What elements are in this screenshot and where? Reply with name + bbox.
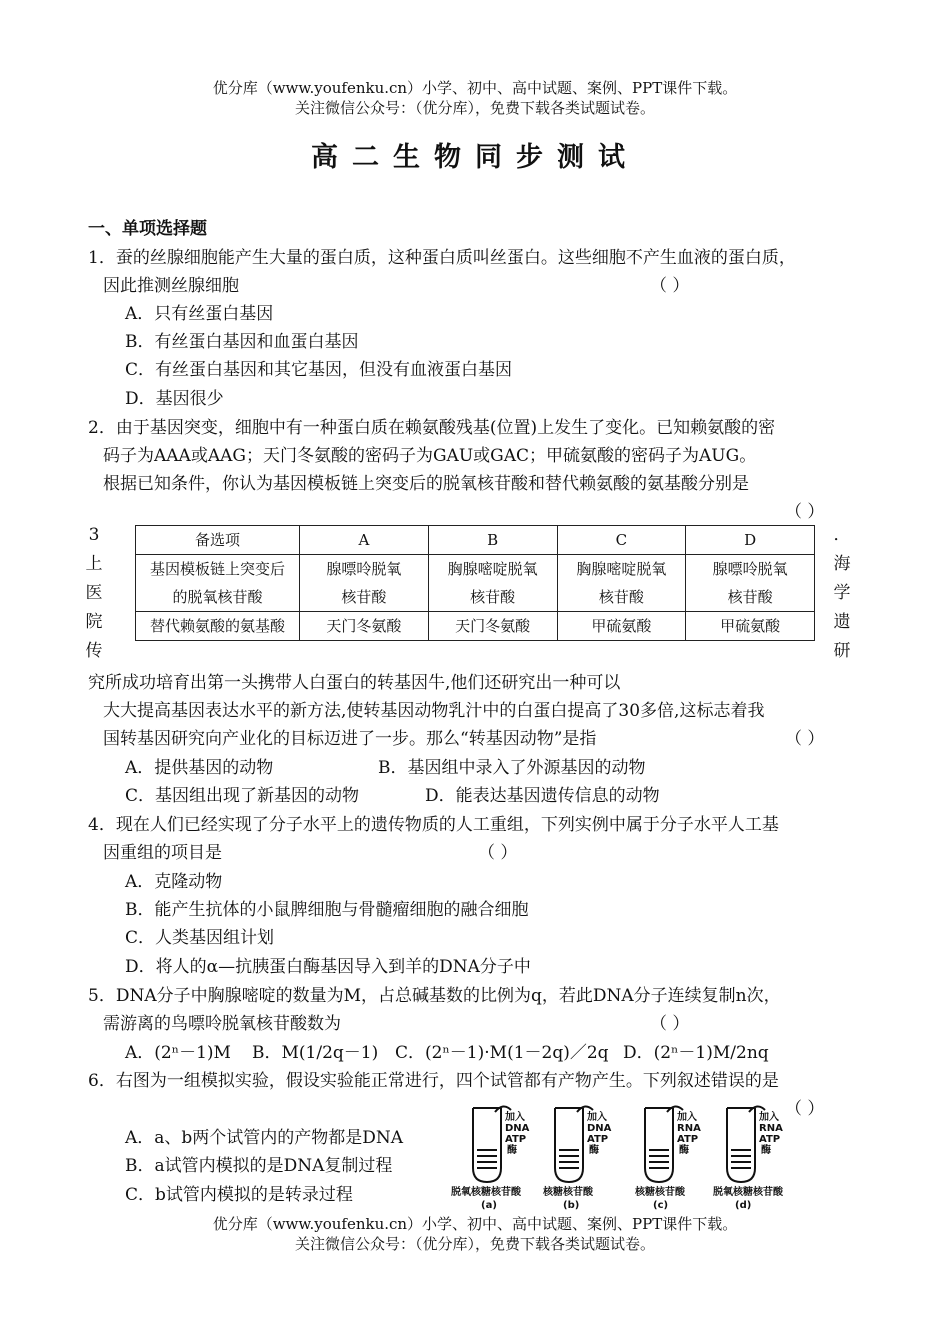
tube-c-add-label: 加入 xyxy=(677,1112,697,1123)
tube-b-base-label: 核糖核苷酸 xyxy=(543,1187,593,1198)
q5-option-d: D．(2ⁿ－1)M/2nq xyxy=(623,1043,769,1063)
tube-a-base-label: 脱氧核糖核苷酸 xyxy=(451,1187,521,1198)
test-tube-c xyxy=(645,1108,673,1182)
q5-option-a: A．(2ⁿ－1)M xyxy=(125,1043,231,1063)
q2-stem-line2: 码子为AAA或AAG；天门冬氨酸的密码子为GAU或GAC；甲硫氨酸的密码子为AUG。 xyxy=(103,446,757,466)
q6-option-c: C．b试管内模拟的是转录过程 xyxy=(125,1185,353,1205)
q6-option-b: B．a试管内模拟的是DNA复制过程 xyxy=(125,1156,393,1176)
svg-text:酶: 酶 xyxy=(589,1145,599,1156)
svg-text:酶: 酶 xyxy=(679,1145,689,1156)
table-cell: 替代赖氨酸的氨基酸 xyxy=(136,612,300,641)
tube-c-tag: (c) xyxy=(653,1200,669,1211)
table-header-cell: B xyxy=(428,526,557,555)
page-title: 高二生物同步测试 xyxy=(311,142,639,173)
q6-answer-paren: （ ） xyxy=(785,1099,825,1119)
table-header-cell: C xyxy=(557,526,686,555)
q3-stem-line3: 国转基因研究向产业化的目标迈进了一步。那么“转基因动物”是指 xyxy=(103,729,597,749)
tube-c-base-label: 核糖核苷酸 xyxy=(635,1187,685,1198)
table-cell: 胸腺嘧啶脱氧 核苷酸 xyxy=(557,555,686,612)
svg-text:DNA: DNA xyxy=(587,1123,612,1134)
q1-option-d: D．基因很少 xyxy=(125,389,224,409)
tube-a-add-label: 加入 xyxy=(505,1112,525,1123)
q1-answer-paren: （ ） xyxy=(650,276,690,296)
svg-text:DNA: DNA xyxy=(505,1123,530,1134)
q4-stem-line2: 因重组的项目是 xyxy=(103,843,222,863)
test-tube-a xyxy=(473,1108,501,1182)
q3-right-char: ． xyxy=(833,525,851,545)
tube-a-tag: (a) xyxy=(481,1200,497,1211)
q2-answer-paren: （ ） xyxy=(785,502,825,522)
q4-option-d: D．将人的α—抗胰蛋白酶基因导入到羊的DNA分子中 xyxy=(125,957,531,977)
table-cell: 胸腺嘧啶脱氧 核苷酸 xyxy=(428,555,557,612)
q4-option-c: C．人类基因组计划 xyxy=(125,928,275,948)
table-header-cell: A xyxy=(300,526,429,555)
q5-option-c: C．(2ⁿ－1)·M(1－2q)／2q xyxy=(395,1043,609,1063)
q3-option-a: A．提供基因的动物 xyxy=(125,758,274,778)
q3-left-char: 院 xyxy=(85,612,103,632)
q2-options-table xyxy=(135,525,815,641)
tube-b-add-label: 加入 xyxy=(587,1112,607,1123)
q3-left-char: 3 xyxy=(88,525,100,545)
q3-stem-line2: 大大提高基因表达水平的新方法,使转基因动物乳汁中的白蛋白提高了30多倍,这标志着我 xyxy=(103,701,765,721)
test-tube-d xyxy=(727,1108,755,1182)
tube-d-base-label: 脱氧核糖核苷酸 xyxy=(713,1187,783,1198)
svg-text:ATP: ATP xyxy=(677,1134,699,1145)
q4-answer-paren: （ ） xyxy=(478,843,518,863)
table-header-row xyxy=(136,526,815,555)
q2-stem-line3: 根据已知条件，你认为基因模板链上突变后的脱氧核苷酸和替代赖氨酸的氨基酸分别是 xyxy=(103,474,749,494)
table-row xyxy=(136,555,815,612)
q3-right-char: 遗 xyxy=(833,612,851,632)
q1-stem-line1: 1．蚕的丝腺细胞能产生大量的蛋白质，这种蛋白质叫丝蛋白。这些细胞不产生血液的蛋白质， xyxy=(88,248,796,268)
section-heading: 一、单项选择题 xyxy=(88,219,207,239)
q6-option-a: A．a、b两个试管内的产物都是DNA xyxy=(125,1128,404,1148)
table-header-cell: D xyxy=(686,526,815,555)
q5-stem-line2: 需游离的鸟嘌呤脱氧核苷酸数为 xyxy=(103,1014,341,1034)
svg-text:ATP: ATP xyxy=(587,1134,609,1145)
svg-text:RNA: RNA xyxy=(759,1123,783,1134)
header-line-2: 关注微信公众号：（优分库），免费下载各类试题试卷。 xyxy=(294,99,655,117)
test-tube-figure xyxy=(445,1100,795,1215)
q3-right-char: 学 xyxy=(833,583,851,603)
q3-left-char: 医 xyxy=(85,583,103,603)
q3-right-char: 研 xyxy=(833,641,851,661)
svg-text:ATP: ATP xyxy=(505,1134,527,1145)
q3-left-char: 上 xyxy=(85,554,103,574)
footer-line-2: 关注微信公众号：（优分库），免费下载各类试题试卷。 xyxy=(294,1235,655,1253)
svg-text:RNA: RNA xyxy=(677,1123,701,1134)
table-cell: 天门冬氨酸 xyxy=(300,612,429,641)
q1-option-a: A．只有丝蛋白基因 xyxy=(125,304,274,324)
table-cell: 腺嘌呤脱氧 核苷酸 xyxy=(686,555,815,612)
test-tube-b xyxy=(555,1108,583,1182)
table-cell: 甲硫氨酸 xyxy=(557,612,686,641)
header-line-1: 优分库（www.youfenku.cn）小学、初中、高中试题、案例、PPT课件下载。 xyxy=(212,79,738,97)
q4-option-a: A．克隆动物 xyxy=(125,872,223,892)
q6-stem-line1: 6．右图为一组模拟实验，假设实验能正常进行，四个试管都有产物产生。下列叙述错误的是 xyxy=(88,1071,779,1091)
q2-stem-line1: 2．由于基因突变，细胞中有一种蛋白质在赖氨酸残基(位置)上发生了变化。已知赖氨酸的密 xyxy=(88,418,776,438)
q4-option-b: B．能产生抗体的小鼠脾细胞与骨髓瘤细胞的融合细胞 xyxy=(125,900,529,920)
q3-option-b: B．基因组中录入了外源基因的动物 xyxy=(378,758,646,778)
svg-text:酶: 酶 xyxy=(507,1145,517,1156)
table-header-cell: 备选项 xyxy=(136,526,300,555)
table-cell: 基因模板链上突变后 的脱氧核苷酸 xyxy=(136,555,300,612)
q1-option-b: B．有丝蛋白基因和血蛋白基因 xyxy=(125,332,359,352)
q1-stem-line2: 因此推测丝腺细胞 xyxy=(103,276,239,296)
table-cell: 甲硫氨酸 xyxy=(686,612,815,641)
tube-d-add-label: 加入 xyxy=(759,1112,779,1123)
q1-option-c: C．有丝蛋白基因和其它基因，但没有血液蛋白基因 xyxy=(125,360,513,380)
q4-stem-line1: 4．现在人们已经实现了分子水平上的遗传物质的人工重组，下列实例中属于分子水平人工基 xyxy=(88,815,779,835)
footer-line-1: 优分库（www.youfenku.cn）小学、初中、高中试题、案例、PPT课件下载。 xyxy=(212,1215,738,1233)
q3-option-d: D．能表达基因遗传信息的动物 xyxy=(425,786,660,806)
q3-left-char: 传 xyxy=(85,641,103,661)
q3-right-char: 海 xyxy=(833,554,851,574)
tube-d-tag: (d) xyxy=(735,1200,752,1211)
tube-b-tag: (b) xyxy=(563,1200,580,1211)
q5-option-b: B．M(1/2q－1) xyxy=(252,1043,379,1063)
q3-answer-paren: （ ） xyxy=(785,729,825,749)
svg-text:酶: 酶 xyxy=(761,1145,771,1156)
table-row xyxy=(136,612,815,641)
q3-stem-line1: 究所成功培育出第一头携带人白蛋白的转基因牛,他们还研究出一种可以 xyxy=(88,673,621,693)
q3-option-c: C．基因组出现了新基因的动物 xyxy=(125,786,360,806)
q5-stem-line1: 5．DNA分子中胸腺嘧啶的数量为M，占总碱基数的比例为q，若此DNA分子连续复制n次， xyxy=(88,986,781,1006)
table-cell: 腺嘌呤脱氧 核苷酸 xyxy=(300,555,429,612)
table-cell: 天门冬氨酸 xyxy=(428,612,557,641)
q5-answer-paren: （ ） xyxy=(650,1014,690,1034)
svg-text:ATP: ATP xyxy=(759,1134,781,1145)
